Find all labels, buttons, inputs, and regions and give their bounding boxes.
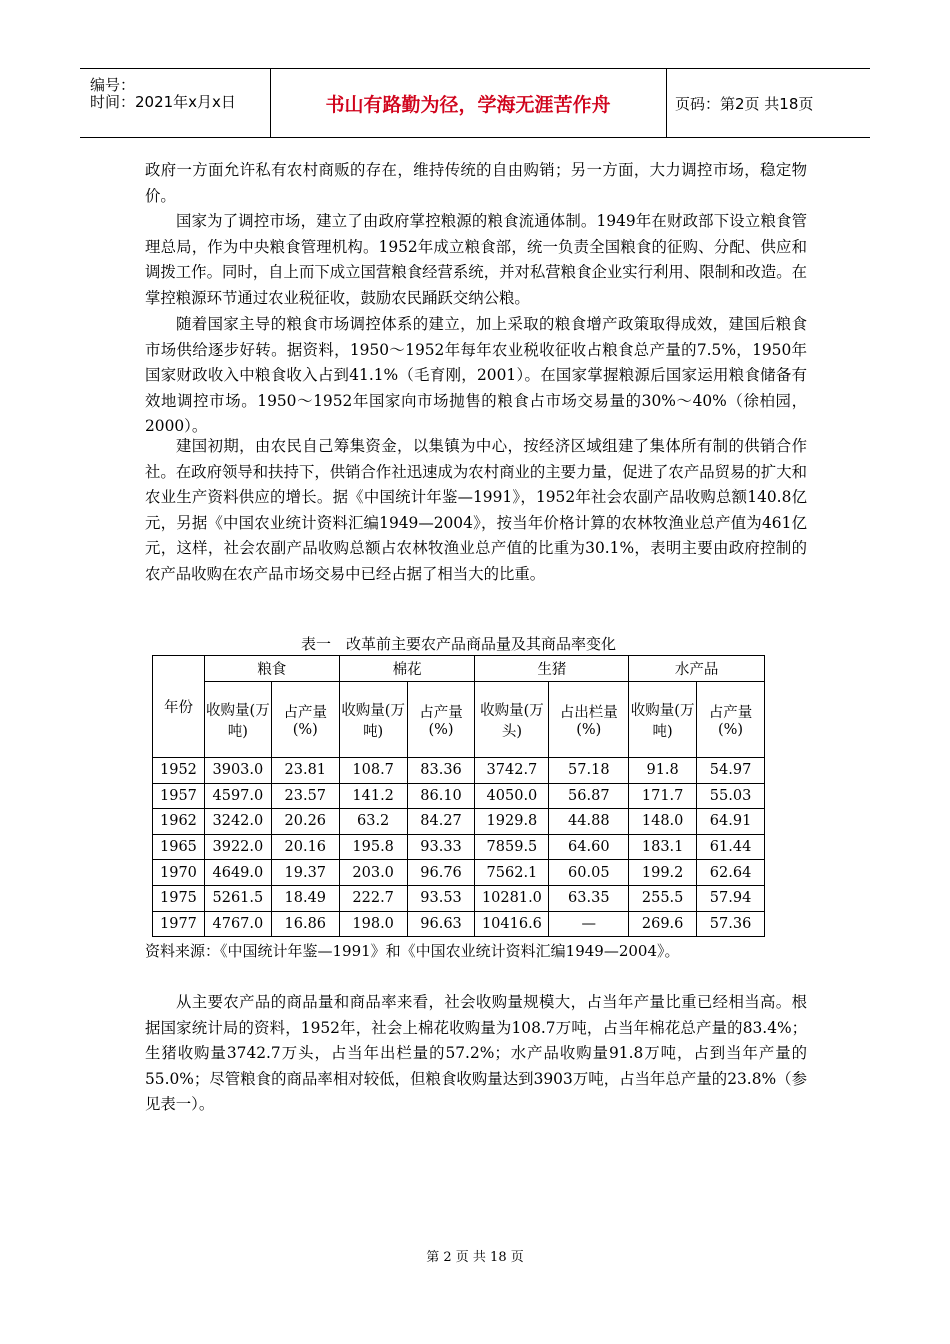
subheader-cell: 收购量(万头): [475, 682, 549, 758]
header-motto: 书山有路勤为径，学海无涯苦作舟: [270, 69, 667, 137]
page-header: [80, 68, 870, 138]
value-cell: 61.44: [697, 834, 765, 860]
group-header-grain: 粮食: [204, 656, 339, 682]
value-cell: 84.27: [407, 809, 475, 835]
value-cell: 54.97: [697, 758, 765, 784]
subheader-cell: 占产量(%): [697, 682, 765, 758]
year-cell: 1952: [153, 758, 205, 784]
paragraph-2: 国家为了调控市场，建立了由政府掌控粮源的粮食流通体制。1949年在财政部下设立粮食管理总局，作为中央粮食管理机构。1952年成立粮食部，统一负责全国粮食的征购、分配、供应和调拨工作。同时，自上而下成立国营粮食经营系统，并对私营粮食企业实行利用、限制和改造。在掌控粮源环节通过农业税征收，鼓励农民踊跃交纳公粮。: [145, 212, 807, 307]
document-number-label: 编号：: [90, 76, 136, 94]
value-cell: 64.91: [697, 809, 765, 835]
value-cell: 96.76: [407, 860, 475, 886]
value-cell: 198.0: [339, 911, 407, 937]
table-row: [153, 885, 765, 911]
table-source: 资料来源：《中国统计年鉴—1991》和《中国农业统计资料汇编1949—2004》。: [145, 942, 680, 960]
subheader-cell: 占产量(%): [407, 682, 475, 758]
value-cell: —: [549, 911, 629, 937]
value-cell: 4767.0: [204, 911, 271, 937]
group-header-cotton: 棉花: [339, 656, 475, 682]
value-cell: 199.2: [629, 860, 697, 886]
paragraph-3: 随着国家主导的粮食市场调控体系的建立，加上采取的粮食增产政策取得成效，建国后粮食市场供给逐步好转。据资料，1950～1952年每年农业税收征收占粮食总产量的7.5%，1950年国家财政收入中粮食收入占到41.1%（毛育刚，2001）。在国家掌握粮源后国家运用粮食储备有效地调控市场。1950～1952年国家向市场抛售的粮食占市场交易量的30%～40%（徐柏园，2000）。: [145, 315, 807, 436]
value-cell: 96.63: [407, 911, 475, 937]
value-cell: 4649.0: [204, 860, 271, 886]
value-cell: 183.1: [629, 834, 697, 860]
commodity-table: [152, 655, 765, 937]
value-cell: 57.94: [697, 885, 765, 911]
subheader-cell: 收购量(万吨): [339, 682, 407, 758]
value-cell: 5261.5: [204, 885, 271, 911]
value-cell: 203.0: [339, 860, 407, 886]
value-cell: 63.35: [549, 885, 629, 911]
subheader-cell: 占出栏量(%): [549, 682, 629, 758]
subheader-cell: 占产量(%): [271, 682, 339, 758]
table-row: [153, 834, 765, 860]
value-cell: 108.7: [339, 758, 407, 784]
value-cell: 63.2: [339, 809, 407, 835]
value-cell: 269.6: [629, 911, 697, 937]
value-cell: 3903.0: [204, 758, 271, 784]
value-cell: 7562.1: [475, 860, 549, 886]
value-cell: 93.53: [407, 885, 475, 911]
table-body: [153, 758, 765, 937]
year-cell: 1962: [153, 809, 205, 835]
value-cell: 83.36: [407, 758, 475, 784]
paragraph-4: 建国初期，由农民自己筹集资金，以集镇为中心，按经济区域组建了集体所有制的供销合作社。在政府领导和扶持下，供销合作社迅速成为农村商业的主要力量，促进了农产品贸易的扩大和农业生产资料供应的增长。据《中国统计年鉴—1991》，1952年社会农副产品收购总额140.8亿元，另据《中国农业统计资料汇编1949—2004》，按当年价格计算的农林牧渔业总产值为461亿元，这样，社会农副产品收购总额占农林牧渔业总产值的比重为30.1%，表明主要由政府控制的农产品收购在农产品市场交易中已经占据了相当大的比重。: [145, 437, 807, 583]
paragraph-5: 从主要农产品的商品量和商品率来看，社会收购量规模大，占当年产量比重已经相当高。根据国家统计局的资料，1952年，社会上棉花收购量为108.7万吨，占当年棉花总产量的83.4%；生猪收购量3742.7万头，占当年出栏量的57.2%；水产品收购量91.8万吨，占到当年产量的55.0%；尽管粮食的商品率相对较低，但粮食收购量达到3903万吨，占当年总产量的23.8%（参见表一）。: [145, 993, 807, 1114]
value-cell: 19.37: [271, 860, 339, 886]
value-cell: 23.57: [271, 783, 339, 809]
value-cell: 18.49: [271, 885, 339, 911]
value-cell: 255.5: [629, 885, 697, 911]
table-row: [153, 783, 765, 809]
value-cell: 93.33: [407, 834, 475, 860]
value-cell: 16.86: [271, 911, 339, 937]
value-cell: 60.05: [549, 860, 629, 886]
value-cell: 44.88: [549, 809, 629, 835]
value-cell: 171.7: [629, 783, 697, 809]
value-cell: 7859.5: [475, 834, 549, 860]
value-cell: 62.64: [697, 860, 765, 886]
year-cell: 1970: [153, 860, 205, 886]
page-footer: 第 2 页 共 18 页: [426, 1250, 524, 1265]
value-cell: 55.03: [697, 783, 765, 809]
value-cell: 4597.0: [204, 783, 271, 809]
value-cell: 23.81: [271, 758, 339, 784]
subheader-cell: 收购量(万吨): [629, 682, 697, 758]
group-header-pigs: 生猪: [475, 656, 629, 682]
table-row: [153, 860, 765, 886]
value-cell: 3742.7: [475, 758, 549, 784]
table-row: [153, 809, 765, 835]
subheader-cell: 收购量(万吨): [204, 682, 271, 758]
year-cell: 1977: [153, 911, 205, 937]
value-cell: 4050.0: [475, 783, 549, 809]
value-cell: 148.0: [629, 809, 697, 835]
value-cell: 56.87: [549, 783, 629, 809]
value-cell: 1929.8: [475, 809, 549, 835]
table-row: [153, 758, 765, 784]
document-date: 时间：2021年x月x日: [90, 93, 236, 111]
table-row: [153, 911, 765, 937]
header-meta: [80, 69, 271, 137]
year-cell: 1957: [153, 783, 205, 809]
year-cell: 1965: [153, 834, 205, 860]
value-cell: 64.60: [549, 834, 629, 860]
value-cell: 91.8: [629, 758, 697, 784]
value-cell: 20.26: [271, 809, 339, 835]
group-header-aquatic: 水产品: [629, 656, 765, 682]
value-cell: 3922.0: [204, 834, 271, 860]
header-page-info: 页码：第2页 共18页: [675, 94, 814, 113]
year-cell: 1975: [153, 885, 205, 911]
year-header: 年份: [153, 656, 205, 758]
value-cell: 10281.0: [475, 885, 549, 911]
value-cell: 10416.6: [475, 911, 549, 937]
value-cell: 57.36: [697, 911, 765, 937]
paragraph-1: 政府一方面允许私有农村商贩的存在，维持传统的自由购销；另一方面，大力调控市场，稳定物价。: [145, 161, 807, 205]
value-cell: 86.10: [407, 783, 475, 809]
value-cell: 141.2: [339, 783, 407, 809]
table-title: 表一 改革前主要农产品商品量及其商品率变化: [300, 635, 616, 653]
value-cell: 222.7: [339, 885, 407, 911]
value-cell: 195.8: [339, 834, 407, 860]
value-cell: 3242.0: [204, 809, 271, 835]
value-cell: 20.16: [271, 834, 339, 860]
value-cell: 57.18: [549, 758, 629, 784]
